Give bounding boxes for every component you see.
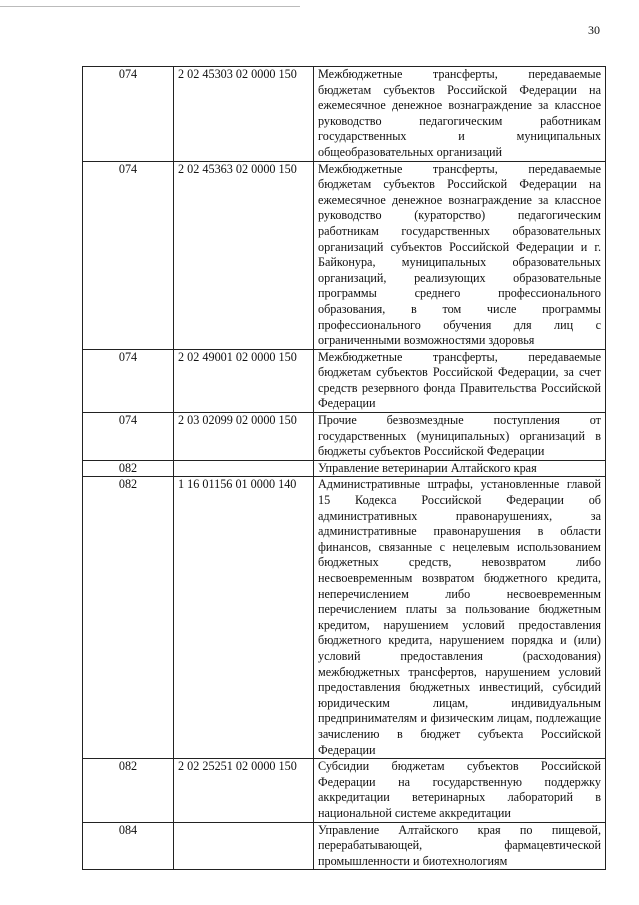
table-row: [83, 161, 606, 349]
kbk-code-cell: 2 02 45363 02 0000 150: [174, 161, 314, 349]
revenue-name-cell: [314, 161, 606, 349]
page-number: 30: [588, 23, 600, 37]
table-row: [83, 759, 606, 822]
table-row: [83, 460, 606, 477]
revenue-name-text: Межбюджетные трансферты, передаваемые бюджетам субъектов Российской Федерации на ежемесячное денежное вознаграждение за классное руководство педагогическим работникам государственных и муниципальных общеобразовательных организаций: [318, 67, 601, 159]
revenue-name-cell: [314, 759, 606, 822]
admin-code-cell: 084: [83, 822, 174, 870]
revenue-codes-table: [82, 66, 606, 870]
admin-code-cell: 074: [83, 413, 174, 461]
admin-code-cell: 082: [83, 477, 174, 759]
kbk-code-cell: [174, 822, 314, 870]
admin-code-cell: 074: [83, 349, 174, 412]
revenue-name-cell: [314, 460, 606, 477]
kbk-code-cell: 2 03 02099 02 0000 150: [174, 413, 314, 461]
revenue-name-cell: [314, 477, 606, 759]
revenue-name-text: Управление Алтайского края по пищевой, перерабатывающей, фармацевтической промышленности и биотехнологиям: [318, 822, 601, 868]
admin-code-cell: 082: [83, 759, 174, 822]
revenue-name-cell: [314, 413, 606, 461]
revenue-name-text: Межбюджетные трансферты, передаваемые бюджетам субъектов Российской Федерации на ежемесячное денежное вознаграждение за классное руководство (кураторство) педагогическим работникам государственных образовательных организаций субъектов Российской Федерации и г. Байконура, муниципальных образовательных организаций, реализующих образовательные программы среднего профессионального образования, в том числе программы профессионального обучения для лиц с ограниченными возможностями здоровья: [318, 161, 601, 348]
revenue-name-text: Административные штрафы, установленные главой 15 Кодекса Российской Федерации об административных правонарушениях, за административные правонарушения в области финансов, связанные с нецелевым использованием бюджетных средств, невозвратом либо несвоевременным возвратом бюджетного кредита, неперечислением либо несвоевременным перечислением платы за пользование бюджетным кредитом, нарушением условий предоставления бюджетного кредита, нарушением порядка и (или) условий предоставления (расходования) межбюджетных трансфертов, нарушением условий предоставления бюджетных инвестиций, субсидий юридическим лицам, индивидуальным предпринимателям и физическим лицам, подлежащие зачислению в бюджет субъекта Российской Федерации: [318, 477, 601, 757]
table-row: [83, 349, 606, 412]
kbk-code-cell: 2 02 25251 02 0000 150: [174, 759, 314, 822]
revenue-name-text: Субсидии бюджетам субъектов Российской Федерации на государственную поддержку аккредитации ветеринарных лабораторий в национальной системе аккредитации: [318, 759, 601, 820]
table-row: [83, 822, 606, 870]
table-row: [83, 67, 606, 162]
revenue-name-cell: [314, 67, 606, 162]
admin-code-cell: 074: [83, 67, 174, 162]
revenue-name-text: Управление ветеринарии Алтайского края: [318, 460, 537, 475]
top-rule: [0, 6, 300, 7]
kbk-code-cell: 1 16 01156 01 0000 140: [174, 477, 314, 759]
revenue-name-cell: [314, 822, 606, 870]
kbk-code-cell: [174, 460, 314, 477]
admin-code-cell: 082: [83, 460, 174, 477]
kbk-code-cell: 2 02 45303 02 0000 150: [174, 67, 314, 162]
revenue-name-text: Прочие безвозмездные поступления от государственных (муниципальных) организаций в бюджеты субъектов Российской Федерации: [318, 413, 601, 459]
revenue-name-text: Межбюджетные трансферты, передаваемые бюджетам субъектов Российской Федерации, за счет средств резервного фонда Правительства Российской Федерации: [318, 349, 601, 411]
revenue-name-cell: [314, 349, 606, 412]
table-row: [83, 477, 606, 759]
kbk-code-cell: 2 02 49001 02 0000 150: [174, 349, 314, 412]
table-row: [83, 413, 606, 461]
admin-code-cell: 074: [83, 161, 174, 349]
